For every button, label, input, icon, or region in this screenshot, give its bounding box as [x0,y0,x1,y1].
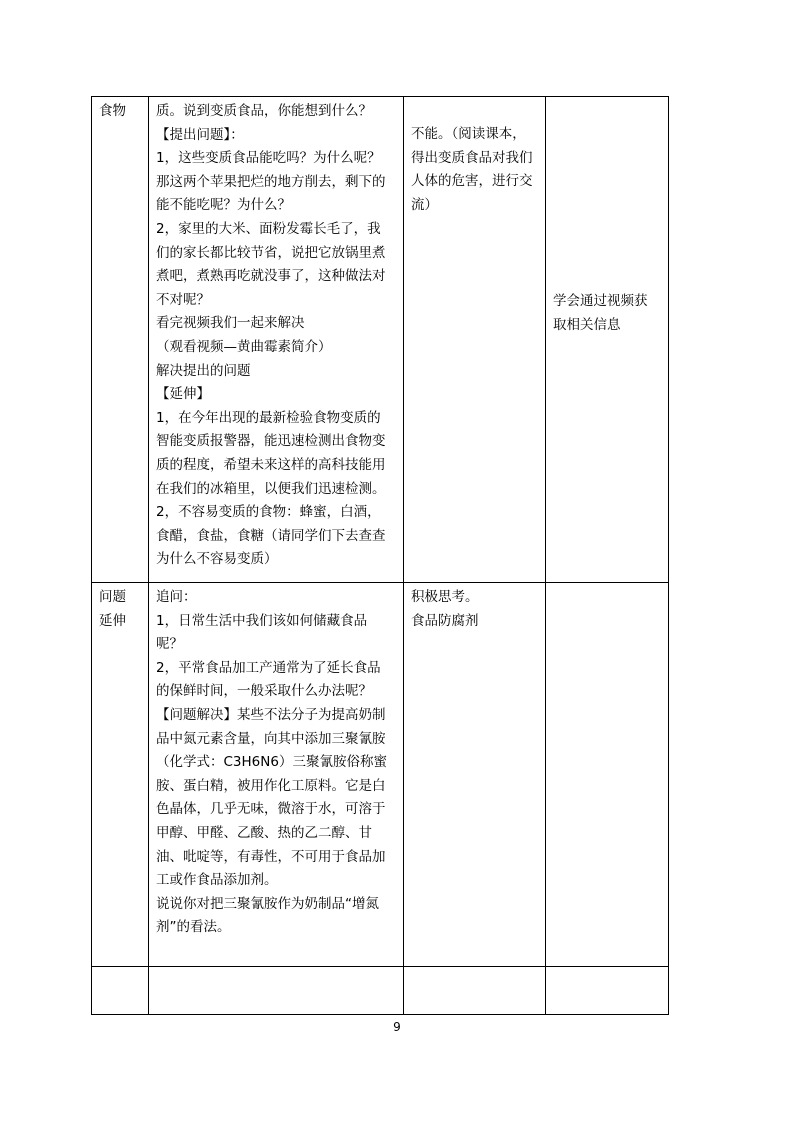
cell-line: 解决提出的问题 [156,362,251,379]
cell-line: 2，不容易变质的食物：蜂蜜，白酒， [156,504,381,521]
cell-line: 质的程度，希望未来这样的高科技能用 [156,456,386,473]
cell-line: （化学式：C3H6N6）三聚氰胺俗称蜜 [156,754,387,771]
cell-line: 智能变质报警器，能迅速检测出食物变 [156,433,386,450]
cell-line: 取相关信息 [553,316,621,333]
stage-cell [92,97,149,583]
cell-line: 甲醇、甲醛、乙酸、热的乙二醇、甘 [156,824,372,841]
cell-line: 积极思考。 [411,589,479,605]
cell-line: （观看视频—黄曲霉素简介） [156,338,332,355]
table-row [92,97,669,583]
cell-line: 剂”的看法。 [156,919,231,936]
cell-line: 色晶体，几乎无味，微溶于水，可溶于 [156,801,386,818]
design-intent-cell [546,583,669,967]
lesson-plan-table [91,96,669,1015]
cell-line: 能不能吃呢？为什么？ [156,197,291,214]
cell-line: 1，这些变质食品能吃吗？为什么呢？ [156,150,381,167]
cell-line: 流） [411,196,438,213]
cell-line: 学会通过视频获 [553,293,648,309]
cell-line: 煮吧，煮熟再吃就没事了，这种做法对 [156,268,386,285]
cell-line: 胺、蛋白精，被用作化工原料。它是白 [156,777,386,794]
empty-cell [149,967,404,1015]
teacher-activity-cell [149,583,404,967]
cell-line: 【延伸】 [156,386,210,403]
cell-line: 1，在今年出现的最新检验食物变质的 [156,409,381,426]
cell-line: 【问题解决】某些不法分子为提高奶制 [156,706,386,723]
cell-line: 呢？ [156,636,183,653]
student-activity-cell [404,97,546,583]
empty-cell [92,967,149,1015]
page-number: 9 [393,1020,401,1034]
teacher-activity-cell [149,97,404,583]
cell-line: 为什么不容易变质） [156,551,278,568]
cell-line: 2，平常食品加工产通常为了延长食品 [156,659,381,676]
cell-line: 食品防腐剂 [411,612,479,629]
cell-line: 【提出问题】： [156,126,244,143]
stage-cell [92,583,149,967]
cell-line: 追问： [156,589,197,605]
cell-line: 延伸 [99,612,126,629]
cell-line: 2，家里的大米、面粉发霉长毛了，我 [156,220,381,237]
cell-line: 们的家长都比较节省，说把它放锅里煮 [156,244,386,261]
cell-line: 不能。（阅读课本， [411,126,526,142]
cell-line: 人体的危害，进行交 [411,173,533,190]
student-activity-cell [404,583,546,967]
cell-line: 油、吡啶等，有毒性，不可用于食品加 [156,848,386,865]
cell-line: 不对呢？ [156,291,210,308]
cell-line: 那这两个苹果把烂的地方削去，剩下的 [156,173,386,190]
cell-line: 看完视频我们一起来解决 [156,315,305,332]
cell-line: 食物 [99,103,126,119]
empty-cell [404,967,546,1015]
cell-line: 得出变质食品对我们 [411,149,533,166]
cell-line: 的保鲜时间，一般采取什么办法呢？ [156,683,372,700]
cell-line: 工或作食品添加剂。 [156,872,278,889]
cell-line: 在我们的冰箱里，以便我们迅速检测。 [156,480,386,497]
table-row-empty [92,967,669,1015]
cell-line: 说说你对把三聚氰胺作为奶制品“增氮 [156,895,379,912]
cell-line: 品中氮元素含量，向其中添加三聚氰胺 [156,730,386,747]
table-row [92,583,669,967]
cell-line: 1，日常生活中我们该如何储藏食品 [156,612,368,629]
design-intent-cell [546,97,669,583]
cell-line: 食醋，食盐，食糖（请同学们下去查查 [156,527,386,544]
empty-cell [546,967,669,1015]
cell-line: 质。说到变质食品，你能想到什么？ [156,103,372,119]
cell-line: 问题 [99,589,126,605]
